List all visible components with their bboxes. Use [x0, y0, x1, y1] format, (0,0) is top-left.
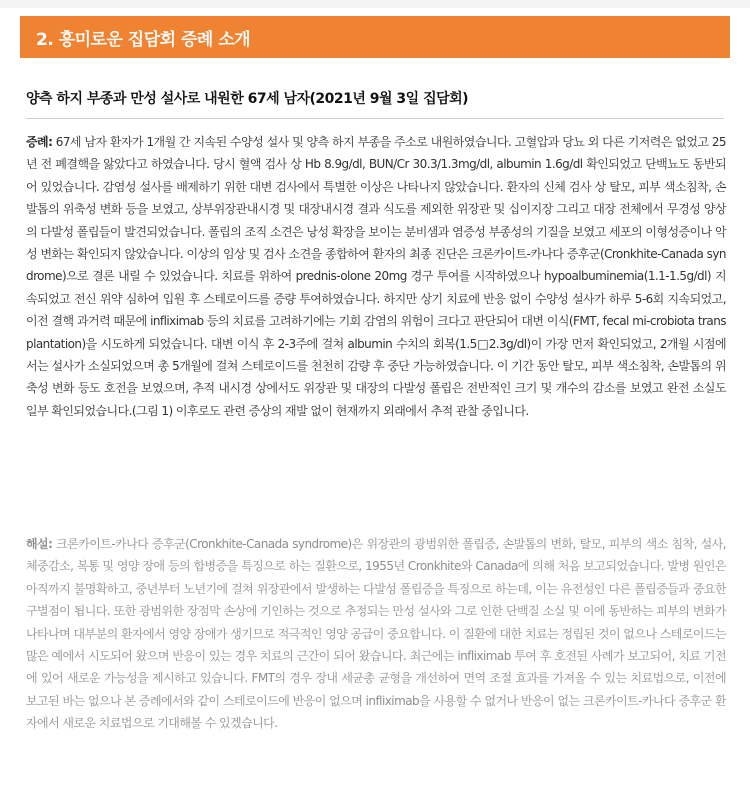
top-strip [0, 0, 750, 8]
section-title: 2. 흥미로운 집담회 증례 소개 [36, 29, 251, 50]
case-label: 증례: [26, 135, 53, 149]
case-report-paragraph [26, 131, 726, 422]
commentary-paragraph [26, 533, 726, 735]
commentary-text: 크론카이트-카나다 증후군(Cronkhite-Canada syndrome)은 위장관의 광범위한 폴립증, 손발톱의 변화, 탈모, 피부의 색소 침착, 설사, 체중감소, 복통 및 영양 장애 등의 합병증을 특징으로 하는 질환으로, 1955년 Cronkhite와 Canada에 의해 처음 보고되었습니다. 발병 원인은 아직까지 불명확하고, 중년부터 노년기에 걸쳐 위장관에서 발생하는 다발성 폴립증을 특징으로 하는데, 이는 유전성인 다른 폴립증들과 중요한 구별점이 됩니다. 또한 광범위한 장점막 손상에 기인하는 것으로 추정되는 만성 설사와 그로 인한 단백질 소실 및 이에 동반하는 피부의 변화가 나타나며 대부분의 환자에서 영양 장애가 생기므로 적극적인 영양 공급이 중요합니다. 이 질환에 대한 치료는 정립된 것이 없으나 스테로이드는 많은 예에서 시도되어 왔으며 반응이 있는 경우 치료의 근간이 되어 왔습니다. 최근에는 infliximab 투여 후 호전된 사례가 보고되어, 치료 기전에 있어 새로운 가능성을 제시하고 있습니다. FMT의 경우 장내 세균총 균형을 개선하여 면역 조절 효과를 가져올 수 있는 치료법으로, 이전에 보고된 바는 없으나 본 증례에서와 같이 스테로이드에 반응이 없으며 infliximab을 사용할 수 없거나 반응이 없는 크론카이트-카나다 증후군 환자에서 새로운 치료법으로 기대해볼 수 있겠습니다. [26, 537, 726, 731]
section-header [20, 16, 730, 58]
title-divider [26, 118, 724, 119]
case-report-text: 67세 남자 환자가 1개월 간 지속된 수양성 설사 및 양측 하지 부종을 주소로 내원하였습니다. 고혈압과 당뇨 외 다른 기저력은 없었고 25년 전 폐결핵을 앓았다고 하였습니다. 당시 혈액 검사 상 Hb 8.9g/dl, BUN/Cr 30.3/1.3mg/dl, albumin 1.6g/dl 확인되었고 단백뇨도 동반되어 있었습니다. 감염성 설사를 배제하기 위한 대변 검사에서 특별한 이상은 나타나지 않았습니다. 환자의 신체 검사 상 탈모, 피부 색소침착, 손발톱의 위축성 변화 등을 보였고, 상부위장관내시경 및 대장내시경 결과 식도를 제외한 위장관 및 십이지장 그리고 대장 전체에서 무경성 양상의 다발성 폴립들이 발견되었습니다. 폴립의 조직 소견은 낭성 확장을 보이는 분비샘과 염증성 부종성의 기질을 보였고 세포의 이형성증이나 악성 변화는 확인되지 않았습니다. 이상의 임상 및 검사 소견을 종합하여 환자의 최종 진단은 크론카이트-카나다 증후군(Cronkhite-Canada syndrome)으로 결론 내릴 수 있었습니다. 치료를 위하여 prednis-olone 20mg 경구 투여를 시작하였으나 hypoalbuminemia(1.1-1.5g/dl) 지속되었고 전신 위약 심하여 입원 후 스테로이드를 증량 투여하였습니다. 하지만 상기 치료에 반응 없이 수양성 설사가 하루 5-6회 지속되었고, 이전 결핵 과거력 때문에 infliximab 등의 치료를 고려하기에는 기회 감염의 위험이 크다고 판단되어 대변 이식(FMT, fecal mi-crobiota transplantation)을 시도하게 되었습니다. 대변 이식 후 2-3주에 걸쳐 albumin 수치의 회복(1.5□2.3g/dl)이 가장 먼저 확인되었고, 2개월 시점에서는 설사가 소실되었으며 총 5개월에 걸쳐 스테로이드를 천천히 감량 후 중단 가능하였습니다. 이 기간 동안 탈모, 피부 색소침착, 손발톱의 위축성 변화 등도 호전을 보였으며, 추적 내시경 상에서도 위장관 및 대장의 다발성 폴립은 전반적인 크기 및 개수의 감소를 보였고 완전 소실도 일부 확인되었습니다.(그림 1) 이후로도 관련 증상의 재발 없이 현재까지 외래에서 추적 관찰 중입니다. [26, 135, 726, 418]
case-title: 양측 하지 부종과 만성 설사로 내원한 67세 남자(2021년 9월 3일 집담회) [26, 91, 469, 107]
commentary-label: 해설: [26, 537, 53, 551]
